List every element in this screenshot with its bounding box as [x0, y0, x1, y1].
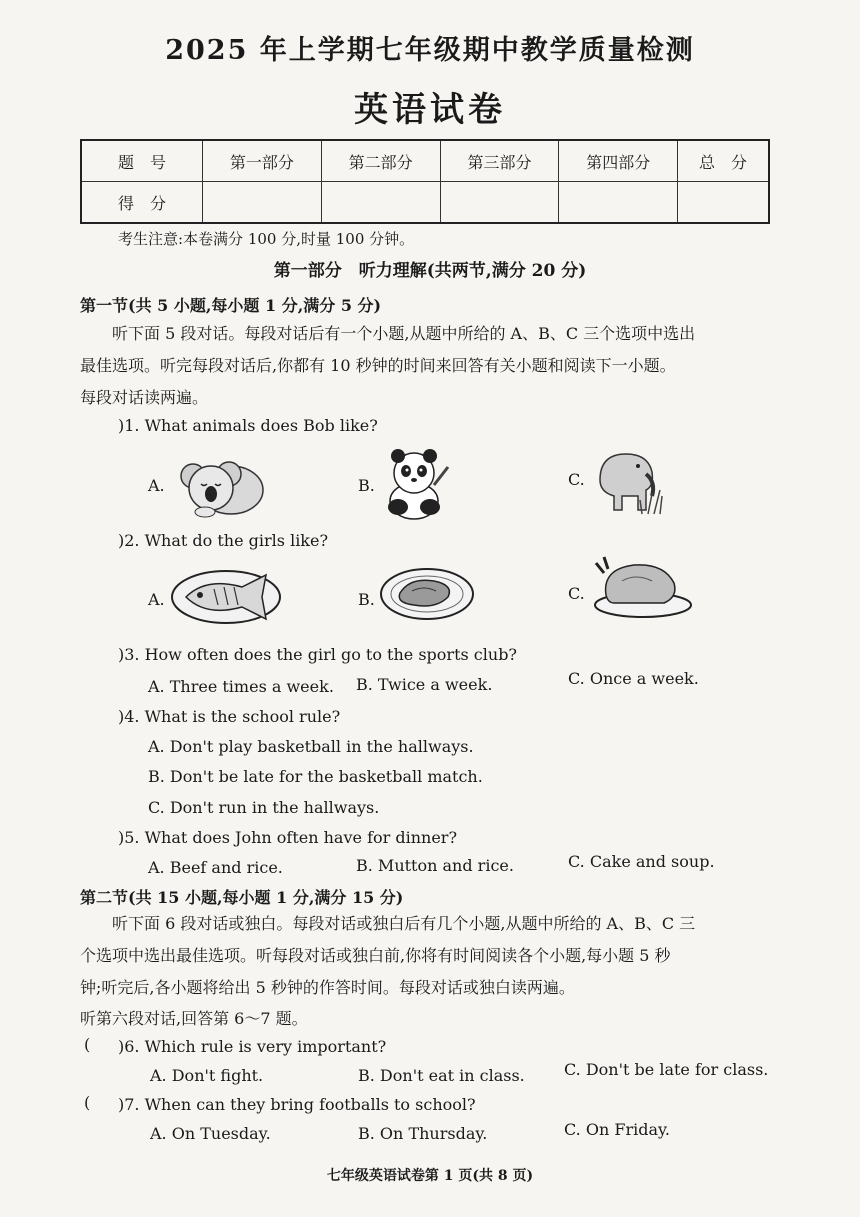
score-row-label: 得 分	[81, 182, 203, 224]
q7-option-c[interactable]: C. On Friday.	[564, 1120, 670, 1139]
q4-option-b[interactable]: B. Don't be late for the basketball match.	[148, 767, 483, 786]
question-4: )4. What is the school rule?	[118, 707, 341, 726]
score-cell-total: 总 分	[678, 140, 769, 182]
q6-option-a[interactable]: A. Don't fight.	[150, 1066, 264, 1085]
section2-title: 第二节(共 15 小题,每小题 1 分,满分 15 分)	[80, 888, 404, 907]
q4-option-a[interactable]: A. Don't play basketball in the hallways.	[148, 737, 474, 756]
score-input-part4[interactable]	[559, 182, 678, 224]
roast-chicken-icon	[592, 555, 694, 619]
q1-option-c-label[interactable]: C.	[568, 470, 585, 489]
fish-dish-icon	[168, 565, 290, 627]
elephant-icon	[592, 440, 670, 516]
q5-option-b[interactable]: B. Mutton and rice.	[356, 856, 514, 875]
instruction-line: 每段对话读两遍。	[80, 388, 209, 407]
question-5: )5. What does John often have for dinner?	[118, 828, 458, 847]
steak-dish-icon	[378, 565, 476, 623]
instruction-line: 个选项中选出最佳选项。听每段对话或独白前,你将有时间阅读各个小题,每小题 5 秒	[80, 946, 671, 965]
score-cell-label: 题 号	[81, 140, 203, 182]
q6-option-b[interactable]: B. Don't eat in class.	[358, 1066, 525, 1085]
section2-instructions	[80, 908, 775, 1004]
score-cell-part1: 第一部分	[203, 140, 322, 182]
score-table-score-row	[81, 182, 769, 224]
score-cell-part3: 第三部分	[440, 140, 559, 182]
q5-option-a[interactable]: A. Beef and rice.	[148, 858, 283, 877]
q4-option-c[interactable]: C. Don't run in the hallways.	[148, 798, 380, 817]
question-7: )7. When can they bring footballs to school?	[118, 1095, 476, 1114]
q2-option-c-label[interactable]: C.	[568, 584, 585, 603]
instruction-line: 听下面 5 段对话。每段对话后有一个小题,从题中所给的 A、B、C 三个选项中选出	[112, 324, 696, 343]
page-footer: 七年级英语试卷第 1 页(共 8 页)	[326, 1168, 534, 1184]
q6-option-c[interactable]: C. Don't be late for class.	[564, 1060, 769, 1079]
q3-option-b[interactable]: B. Twice a week.	[356, 675, 493, 694]
section1-title: 第一节(共 5 小题,每小题 1 分,满分 5 分)	[80, 296, 382, 315]
score-input-part2[interactable]	[321, 182, 440, 224]
score-table-header-row	[81, 140, 769, 182]
instruction-line: 钟;听完后,各小题将给出 5 秒钟的作答时间。每段对话或独白读两遍。	[80, 978, 575, 997]
q3-option-c[interactable]: C. Once a week.	[568, 669, 699, 688]
question-1: )1. What animals does Bob like?	[118, 416, 378, 435]
question-3: )3. How often does the girl go to the sports club?	[118, 645, 518, 664]
panda-icon	[378, 445, 450, 523]
score-input-part1[interactable]	[203, 182, 322, 224]
part1-title: 第一部分 听力理解(共两节,满分 20 分)	[273, 261, 587, 281]
exam-title: 2025 年上学期七年级期中教学质量检测	[165, 35, 695, 66]
question-6: )6. Which rule is very important?	[118, 1037, 387, 1056]
score-input-part3[interactable]	[440, 182, 559, 224]
instruction-line: 最佳选项。听完每段对话后,你都有 10 秒钟的时间来回答有关小题和阅读下一小题。	[80, 356, 676, 375]
exam-subtitle: 英语试卷	[354, 90, 506, 130]
score-input-total[interactable]	[678, 182, 769, 224]
score-cell-part2: 第二部分	[321, 140, 440, 182]
exam-notice: 考生注意:本卷满分 100 分,时量 100 分钟。	[118, 230, 415, 248]
question-2: )2. What do the girls like?	[118, 531, 329, 550]
instruction-line: 听下面 6 段对话或独白。每段对话或独白后有几个小题,从题中所给的 A、B、C 三	[112, 914, 696, 933]
q5-option-c[interactable]: C. Cake and soup.	[568, 852, 715, 871]
q2-option-b-label[interactable]: B.	[358, 590, 375, 609]
score-table	[80, 139, 770, 224]
dialogue6-instruction: 听第六段对话,回答第 6～7 题。	[80, 1009, 308, 1028]
q7-option-a[interactable]: A. On Tuesday.	[150, 1124, 271, 1143]
q6-answer-bracket[interactable]: (	[84, 1035, 91, 1054]
score-cell-part4: 第四部分	[559, 140, 678, 182]
q7-option-b[interactable]: B. On Thursday.	[358, 1124, 488, 1143]
q3-option-a[interactable]: A. Three times a week.	[148, 677, 334, 696]
q7-answer-bracket[interactable]: (	[84, 1093, 91, 1112]
section1-instructions	[80, 318, 775, 414]
koala-icon	[165, 448, 267, 520]
q2-option-a-label[interactable]: A.	[148, 590, 165, 609]
q1-option-a-label[interactable]: A.	[148, 476, 165, 495]
q1-option-b-label[interactable]: B.	[358, 476, 375, 495]
